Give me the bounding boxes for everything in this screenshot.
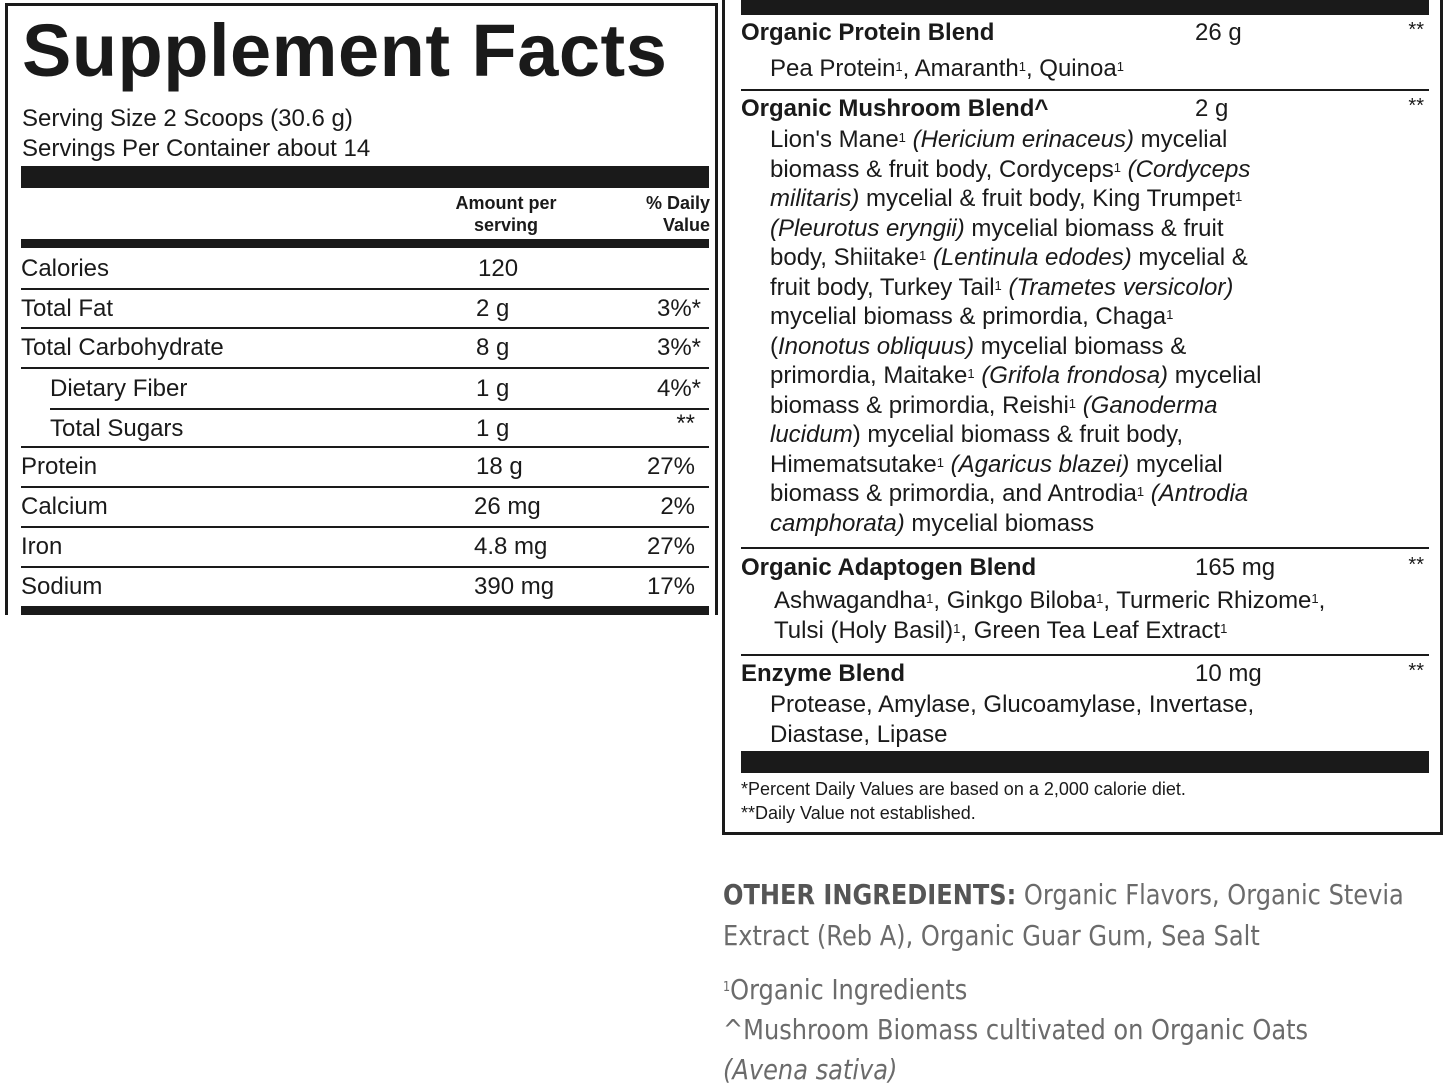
blend-dv: ** bbox=[1408, 19, 1424, 41]
top-divider bbox=[741, 0, 1429, 15]
thick-divider bbox=[21, 166, 709, 188]
row-divider bbox=[741, 89, 1429, 91]
bottom-divider bbox=[21, 606, 709, 615]
serving-info bbox=[22, 104, 370, 164]
footer-divider bbox=[741, 751, 1429, 773]
nutrient-row bbox=[21, 408, 709, 448]
serving-size: Serving Size 2 Scoops (30.6 g) bbox=[22, 105, 353, 132]
nutrient-dv: ** bbox=[676, 410, 695, 437]
nutrient-amount: 1 g bbox=[476, 415, 510, 442]
daily-value-header: % Daily Value bbox=[645, 193, 710, 235]
nutrient-dv: 2% bbox=[660, 493, 695, 520]
nutrient-amount: 1 g bbox=[476, 375, 510, 402]
nutrient-dv: 27% bbox=[646, 533, 695, 560]
blend-name: Enzyme Blend bbox=[741, 660, 906, 687]
mushroom-note-latin: (Avena sativa) bbox=[723, 1053, 898, 1086]
protein-blend-ingredients: Pea Protein$^1$, Amaranth$^1$, Quinoa$^1$ bbox=[770, 55, 1124, 82]
nutrient-name: Calcium bbox=[21, 493, 108, 520]
nutrient-row bbox=[21, 566, 709, 606]
other-ingredients-label: OTHER INGREDIENTS: bbox=[723, 878, 1017, 911]
blend-name: Organic Mushroom Blend^ bbox=[741, 95, 1049, 122]
servings-per-container: Servings Per Container about 14 bbox=[22, 135, 371, 162]
mushroom-note: ^Mushroom Biomass cultivated on Organic Oats bbox=[723, 1013, 1309, 1046]
nutrient-amount: 26 mg bbox=[474, 493, 541, 520]
blend-name: Organic Protein Blend bbox=[741, 19, 995, 46]
nutrient-name: Dietary Fiber bbox=[50, 375, 188, 402]
amount-per-serving-header: Amount per serving bbox=[455, 193, 557, 235]
blend-amount: 2 g bbox=[1195, 95, 1229, 122]
nutrient-name: Iron bbox=[21, 533, 63, 560]
nutrient-row bbox=[21, 526, 709, 566]
nutrient-row bbox=[21, 288, 709, 328]
nutrient-name: Protein bbox=[21, 453, 98, 480]
nutrient-dv: 3%* bbox=[656, 334, 701, 361]
nutrient-row bbox=[21, 486, 709, 526]
supplement-facts-panel-continued bbox=[722, 0, 1443, 835]
blend-dv: ** bbox=[1408, 660, 1424, 682]
dv-not-established-footnote: **Daily Value not established. bbox=[741, 803, 976, 823]
nutrient-amount: 8 g bbox=[476, 334, 510, 361]
blend-amount: 10 mg bbox=[1195, 660, 1262, 687]
nutrient-dv: 17% bbox=[646, 573, 695, 600]
nutrient-dv: 3%* bbox=[656, 295, 701, 322]
panel-title: Supplement Facts bbox=[22, 9, 668, 92]
nutrient-row bbox=[21, 368, 709, 408]
nutrient-amount: 2 g bbox=[476, 295, 510, 322]
nutrient-amount: 390 mg bbox=[474, 573, 555, 600]
nutrient-name: Total Fat bbox=[21, 295, 114, 322]
blend-dv: ** bbox=[1408, 554, 1424, 576]
row-divider bbox=[741, 547, 1429, 549]
enzyme-blend-ingredients: Protease, Amylase, Glucoamylase, Invertase, Diastase, Lipase bbox=[770, 691, 1255, 748]
blend-dv: ** bbox=[1408, 95, 1424, 117]
nutrient-dv: 27% bbox=[646, 453, 695, 480]
organic-note: $^1$Organic Ingredients bbox=[723, 973, 968, 1006]
nutrient-dv: 4%* bbox=[656, 375, 701, 402]
nutrient-name: Total Carbohydrate bbox=[21, 334, 224, 361]
blend-amount: 165 mg bbox=[1195, 554, 1276, 581]
nutrient-amount: 18 g bbox=[476, 453, 523, 480]
other-ingredients-text: Organic Flavors, Organic Stevia Extract (Reb A), Organic Guar Gum, Sea Salt bbox=[723, 878, 1404, 952]
nutrient-name: Calories bbox=[21, 255, 110, 282]
nutrient-amount: 4.8 mg bbox=[474, 533, 548, 560]
other-ingredients bbox=[723, 874, 1420, 956]
nutrient-name: Total Sugars bbox=[50, 415, 184, 442]
blend-amount: 26 g bbox=[1195, 19, 1242, 46]
blend-name: Organic Adaptogen Blend bbox=[741, 554, 1037, 581]
adaptogen-blend-ingredients: Ashwagandha$^1$, Ginkgo Biloba$^1$, Turmeric Rhizome$^1$, Tulsi (Holy Basil)$^1$, Green Tea Leaf Extract$^1$ bbox=[774, 587, 1326, 644]
ingredient-notes bbox=[723, 970, 1428, 1090]
supplement-facts-panel bbox=[5, 3, 718, 615]
nutrient-name: Sodium bbox=[21, 573, 103, 600]
percent-dv-footnote: *Percent Daily Values are based on a 2,000 calorie diet. bbox=[741, 779, 1186, 799]
mushroom-blend-ingredients: Lion's Mane$^1$ (Hericium erinaceus) mycelial biomass & fruit body, Cordyceps$^1$ (Cordyceps militaris) mycelial & fruit body, King Trumpet$^1$ (Pleurotus eryngii) mycelial biomass & fruit body, Shiitake$^1$ (Lentinula edodes) mycelial & fruit body, Turkey Tail$^1$ (Trametes versicolor) mycelial biomass & primordia, Chaga$^1$ (Inonotus obliquus) mycelial biomass & primordia, Maitake$^1$ (Grifola frondosa) mycelial biomass & primordia, Reishi$^1$ (Ganoderma lucidum) mycelial biomass & fruit body, Himematsutake$^1$ (Agaricus blazei) mycelial biomass & primordia, and Antrodia$^1$ (Antrodia camphorata) mycelial biomass bbox=[770, 126, 1262, 537]
nutrient-amount: 120 bbox=[478, 255, 519, 282]
nutrient-row bbox=[21, 248, 709, 288]
row-divider bbox=[741, 654, 1429, 656]
nutrient-row bbox=[21, 446, 709, 486]
header-divider bbox=[21, 239, 709, 248]
nutrient-row bbox=[21, 327, 709, 367]
